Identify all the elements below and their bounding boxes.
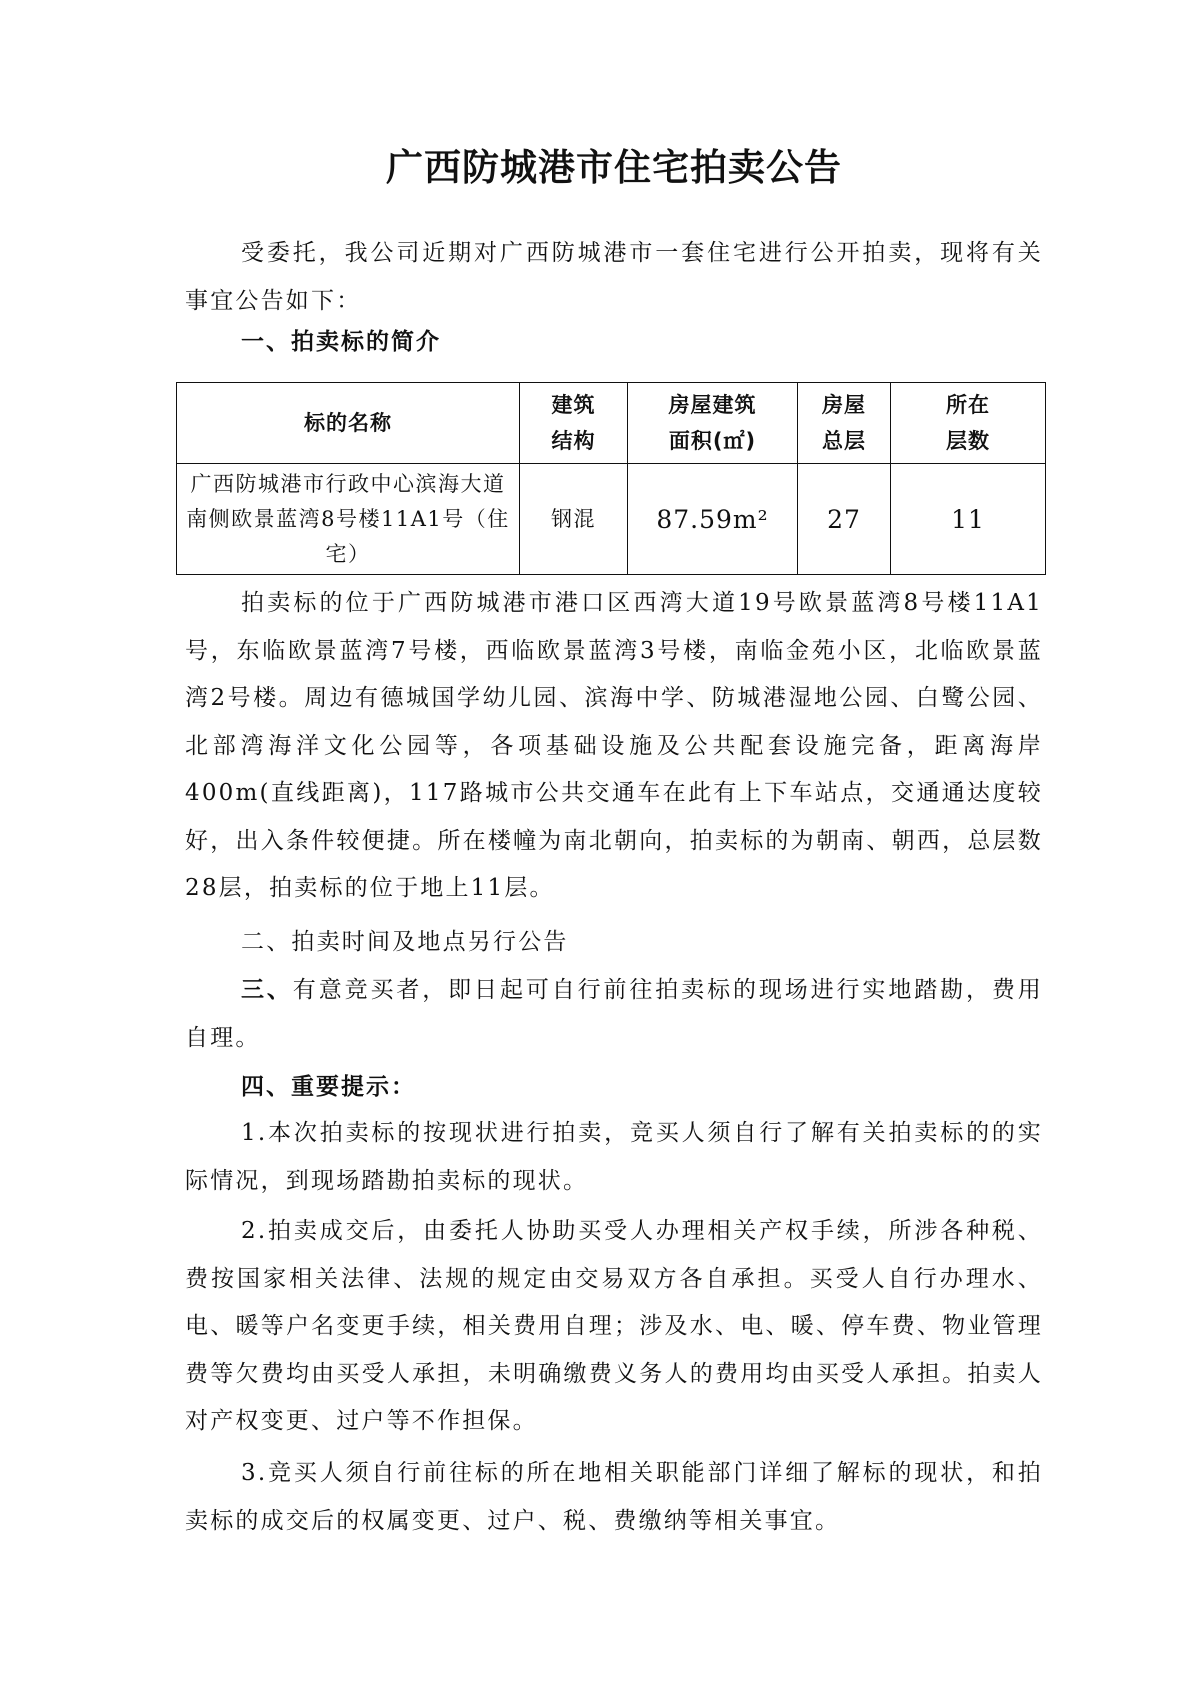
header-area: 房屋建筑 面积(㎡) <box>628 383 798 464</box>
table-header-row <box>177 383 1046 464</box>
cell-name: 广西防城港市行政中心滨海大道南侧欧景蓝湾8号楼11A1号（住宅） <box>177 464 520 575</box>
location-paragraph: 拍卖标的位于广西防城港市港口区西湾大道19号欧景蓝湾8号楼11A1号，东临欧景蓝湾7号楼，西临欧景蓝湾3号楼，南临金苑小区，北临欧景蓝湾2号楼。周边有德城国学幼儿园、滨海中学、防城港湿地公园、白鹭公园、北部湾海洋文化公园等，各项基础设施及公共配套设施完备，距离海岸400m(直线距离)，117路城市公共交通车在此有上下车站点，交通通达度较好，出入条件较便捷。所在楼幢为南北朝向，拍卖标的为朝南、朝西，总层数28层，拍卖标的位于地上11层。 <box>185 590 1043 901</box>
cell-area: 87.59m² <box>628 464 798 575</box>
tip-2-paragraph: 2.拍卖成交后，由委托人协助买受人办理相关产权手续，所涉各种税、费按国家相关法律、法规的规定由交易双方各自承担。买受人自行办理水、电、暖等户名变更手续，相关费用自理；涉及水、电、暖、停车费、物业管理费等欠费均由买受人承担，未明确缴费义务人的费用均由买受人承担。拍卖人对产权变更、过户等不作担保。 <box>185 1218 1043 1434</box>
document-title: 广西防城港市住宅拍卖公告 <box>386 146 842 189</box>
section-heading-4: 四、重要提示： <box>241 1074 416 1100</box>
header-structure: 建筑 结构 <box>520 383 628 464</box>
header-floor: 所在 层数 <box>891 383 1046 464</box>
header-name: 标的名称 <box>177 383 520 464</box>
intro-paragraph: 受委托，我公司近期对广西防城港市一套住宅进行公开拍卖，现将有关事宜公告如下： <box>185 240 1043 314</box>
section-2-line: 二、拍卖时间及地点另行公告 <box>241 929 569 955</box>
auction-item-table <box>176 382 1046 575</box>
section-3-lead: 三、 <box>241 977 293 1003</box>
tip-3-paragraph: 3.竞买人须自行前往标的所在地相关职能部门详细了解标的现状，和拍卖标的成交后的权属变更、过户、税、费缴纳等相关事宜。 <box>185 1460 1043 1534</box>
header-total-floors: 房屋 总层 <box>798 383 891 464</box>
section-heading-1: 一、拍卖标的简介 <box>241 329 441 355</box>
section-3-text: 有意竞买者，即日起可自行前往拍卖标的现场进行实地踏勘，费用自理。 <box>185 977 1043 1051</box>
cell-floor: 11 <box>891 464 1046 575</box>
table-row <box>177 464 1046 575</box>
cell-total-floors: 27 <box>798 464 891 575</box>
section-3-paragraph <box>185 967 1043 1062</box>
cell-structure: 钢混 <box>520 464 628 575</box>
tip-1-paragraph: 1.本次拍卖标的按现状进行拍卖，竞买人须自行了解有关拍卖标的的实际情况，到现场踏勘拍卖标的现状。 <box>185 1120 1043 1194</box>
